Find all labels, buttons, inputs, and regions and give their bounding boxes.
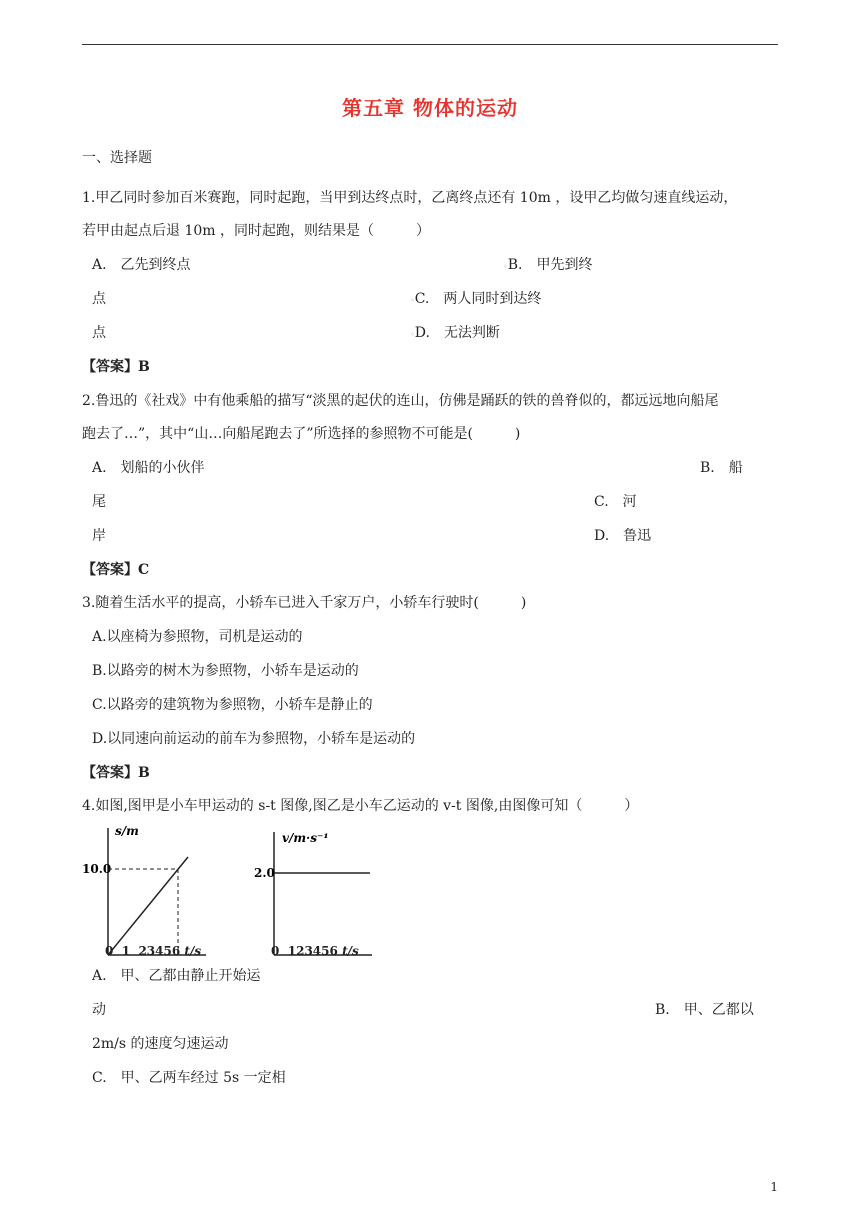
graph1-xtick: 0 [105,944,114,958]
q3-option-d: D.以同速向前运动的前车为参照物，小轿车是运动的 [92,731,416,747]
anchor-mark: ◦ [503,262,508,271]
graph2-xtick: 3 [304,944,313,958]
anchor-mark: ◦ [410,296,415,305]
q2-option-c-tail: 岸 [92,528,106,544]
graph2-xtick: 5 [321,944,330,958]
graph2-ytick: 2.0 [254,866,275,880]
header-rule [82,44,778,45]
graph2-xtick: 0 [271,944,280,958]
graph1-xtick: 1 [121,944,131,958]
q4-figure [82,822,392,958]
q3-option-c: C.以路旁的建筑物为参照物，小轿车是静止的 [92,697,373,713]
q4-option-b: B. 甲、乙都以 [655,1002,754,1018]
q1-answer: 【答案】B [82,359,150,375]
q2-text-line2: 跑去了…”，其中“山…向船尾跑去了”所选择的参照物不可能是( ) [82,426,521,442]
graph2-xlabel: t/s [342,944,359,958]
q3-answer: 【答案】B [82,765,150,781]
q2-text-line1: 2.鲁迅的《社戏》中有他乘船的描写“淡黑的起伏的连山，仿佛是踊跃的铁的兽脊似的，都远远地向船尾 [82,393,719,409]
q1-option-c-tail: 点 [92,325,106,341]
graph1-xtick: 4 [155,944,164,958]
graph2-ylabel: v/m·s⁻¹ [282,831,329,845]
graph2-xtick: 6 [329,944,338,958]
graph2-vt [254,831,372,955]
q3-option-b: B.以路旁的树木为参照物，小轿车是运动的 [92,663,359,679]
q3-text-line1: 3.随着生活水平的提高，小轿车已进入千家万户，小轿车行驶时( ) [82,595,527,611]
graph1-xtick: 6 [171,944,181,958]
graph2-xtick: 2 [296,944,305,958]
q2-answer: 【答案】C [82,562,150,578]
page-title: 第五章 物体的运动 [342,96,518,120]
q2-option-b-tail: 尾 [92,494,106,510]
q4-option-c: C. 甲、乙两车经过 5s 一定相 [92,1070,286,1086]
q2-option-c: C. 河 [594,494,637,510]
q4-option-a-tail: 动 [92,1002,106,1018]
graph2-xtick: 4 [312,944,322,958]
graph2-xtick: 1 [287,944,297,958]
q1-text-line1: 1.甲乙同时参加百米赛跑，同时起跑，当甲到达终点时，乙离终点还有 10m ，设甲乙均做匀速直线运动， [82,190,738,206]
q1-option-c: ◦C. 两人同时到达终 [410,291,542,307]
q2-option-b: B. 船 [700,460,743,476]
graph1-xtick: 3 [146,944,156,958]
q4-text-line1: 4.如图,图甲是小车甲运动的 s-t 图像,图乙是小车乙运动的 v-t 图像,由图像可知（ ） [82,798,639,814]
graph1-st [82,824,206,955]
q1-text-line2: 若甲由起点后退 10m ，同时起跑，则结果是（ ） [82,223,430,239]
graph1-data-line [108,857,188,955]
q2-option-d: D. 鲁迅 [594,528,652,544]
q1-option-b: ◦B. 甲先到终 [503,257,593,273]
q4-option-b-tail: 2m/s 的速度匀速运动 [92,1036,229,1052]
q2-option-a: A. 划船的小伙伴 [92,460,205,476]
graph1-xtick: 5 [163,944,172,958]
q1-option-b-tail: 点 [92,291,106,307]
anchor-mark: ◦ [410,330,415,339]
graph1-ylabel: s/m [115,824,139,838]
graph1-xtick: 2 [138,944,147,958]
graph1-ytick: 10.0 [82,862,112,876]
q4-option-a: A. 甲、乙都由静止开始运 [92,968,261,984]
page-number: 1 [770,1180,778,1194]
graph2-xticks [271,944,359,958]
graph1-xlabel: t/s [184,944,202,958]
q1-option-d: ◦D. 无法判断 [410,325,500,341]
graph1-xticks [105,944,201,958]
q3-option-a: A.以座椅为参照物，司机是运动的 [92,629,303,645]
section-heading: 一、选择题 [82,150,152,166]
q1-option-a: A. 乙先到终点 [92,257,191,273]
